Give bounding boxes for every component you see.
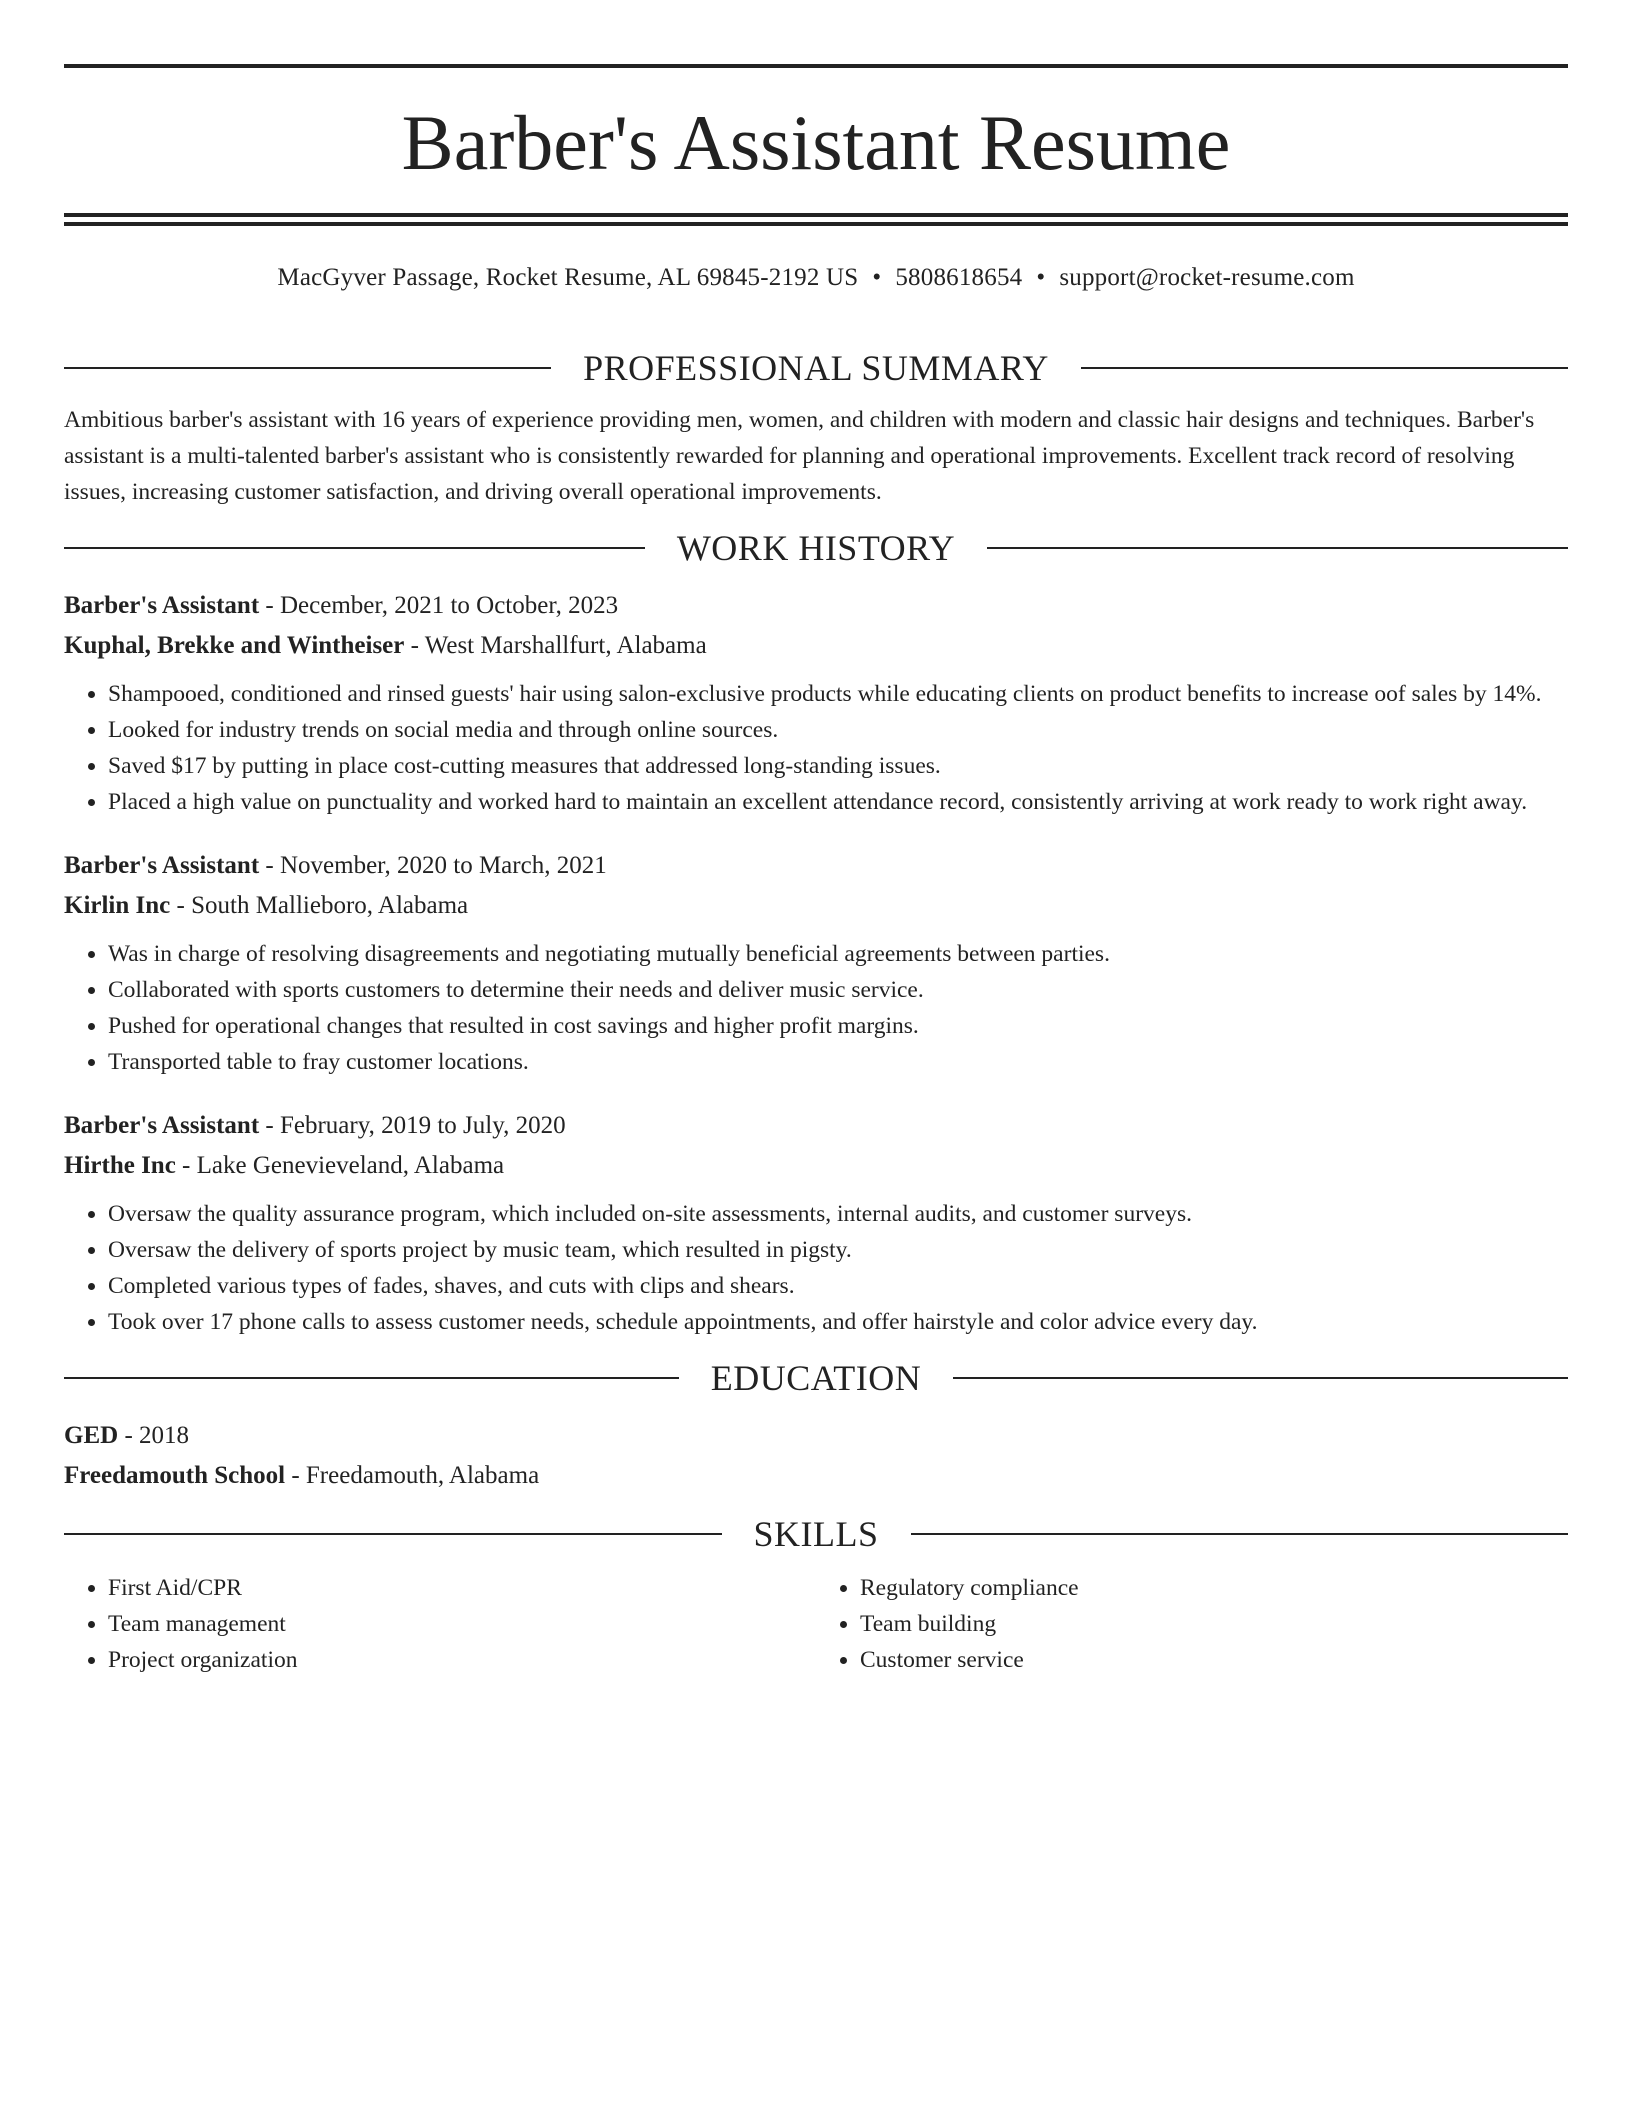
skills-list	[64, 1558, 1568, 1678]
skills-column-left	[64, 1570, 816, 1678]
section-title: WORK HISTORY	[676, 528, 956, 568]
job-title: Barber's Assistant	[64, 852, 260, 879]
list-item: • Shampooed, conditioned and rinsed guests' hair using salon-exclusive products while educating clients on product benefits to increase oof sales by 14%.	[108, 676, 1568, 712]
job-dates: - February, 2019 to July, 2020	[259, 1112, 566, 1139]
header-rule	[987, 547, 1568, 549]
job-company: Hirthe Inc	[64, 1152, 176, 1179]
section-header-skills	[64, 1510, 1568, 1558]
education-school-line	[64, 1456, 1568, 1496]
section-header-summary	[64, 344, 1568, 392]
job-company-line	[64, 886, 1568, 926]
job-title-line	[64, 586, 1568, 626]
section-title: SKILLS	[753, 1514, 879, 1554]
resume-title: Barber's Assistant Resume	[401, 99, 1231, 186]
contact-email: support@rocket-resume.com	[1059, 264, 1355, 291]
section-header-education	[64, 1354, 1568, 1402]
list-item: • Project organization	[108, 1642, 816, 1678]
title-rule-upper	[64, 213, 1568, 217]
list-item: • Team building	[860, 1606, 1568, 1642]
education-year: - 2018	[118, 1422, 190, 1449]
job-location: - West Marshallfurt, Alabama	[404, 632, 707, 659]
job-company-line	[64, 626, 1568, 666]
job-title-line	[64, 1106, 1568, 1146]
job-bullets	[64, 936, 1568, 1080]
list-item: • Completed various types of fades, shaves, and cuts with clips and shears.	[108, 1268, 1568, 1304]
list-item: • Team management	[108, 1606, 816, 1642]
list-item: • Took over 17 phone calls to assess customer needs, schedule appointments, and offer hairstyle and color advice every day.	[108, 1304, 1568, 1340]
contact-phone: 5808618654	[895, 264, 1023, 291]
list-item: • Regulatory compliance	[860, 1570, 1568, 1606]
job-title: Barber's Assistant	[64, 1112, 260, 1139]
job-entry	[64, 1106, 1568, 1340]
list-item: • Oversaw the delivery of sports project by music team, which resulted in pigsty.	[108, 1232, 1568, 1268]
job-entry	[64, 846, 1568, 1080]
list-item: • Customer service	[860, 1642, 1568, 1678]
list-item: • Placed a high value on punctuality and worked hard to maintain an excellent attendance record, consistently arriving at work ready to work right away.	[108, 784, 1568, 820]
list-item: • Looked for industry trends on social media and through online sources.	[108, 712, 1568, 748]
job-title: Barber's Assistant	[64, 592, 260, 619]
list-item: • Was in charge of resolving disagreements and negotiating mutually beneficial agreements between parties.	[108, 936, 1568, 972]
education-entry	[64, 1416, 1568, 1496]
list-item: • Pushed for operational changes that resulted in cost savings and higher profit margins.	[108, 1008, 1568, 1044]
resume-page	[64, 64, 1568, 1678]
job-bullets	[64, 676, 1568, 820]
contact-separator: •	[1036, 264, 1046, 291]
title-rule-lower	[64, 222, 1568, 226]
list-item: • First Aid/CPR	[108, 1570, 816, 1606]
header-rule	[1081, 367, 1568, 369]
job-dates: - November, 2020 to March, 2021	[259, 852, 607, 879]
job-company: Kirlin Inc	[64, 892, 171, 919]
header-rule	[64, 547, 645, 549]
header-rule	[953, 1377, 1568, 1379]
header-rule	[64, 1377, 679, 1379]
skills-column-right	[816, 1570, 1568, 1678]
section-title: PROFESSIONAL SUMMARY	[583, 348, 1049, 388]
education-degree-line	[64, 1416, 1568, 1456]
header-rule	[64, 1533, 722, 1535]
section-title: EDUCATION	[710, 1358, 922, 1398]
header-rule	[911, 1533, 1569, 1535]
job-company-line	[64, 1146, 1568, 1186]
education-school: Freedamouth School	[64, 1462, 286, 1489]
list-item: • Oversaw the quality assurance program, which included on-site assessments, internal audits, and customer surveys.	[108, 1196, 1568, 1232]
job-location: - South Mallieboro, Alabama	[170, 892, 469, 919]
job-entry	[64, 586, 1568, 820]
section-header-work	[64, 524, 1568, 572]
list-item: • Transported table to fray customer locations.	[108, 1044, 1568, 1080]
contact-line	[64, 262, 1568, 294]
job-bullets	[64, 1196, 1568, 1340]
contact-address: MacGyver Passage, Rocket Resume, AL 69845-2192 US	[277, 264, 859, 291]
job-title-line	[64, 846, 1568, 886]
job-location: - Lake Genevieveland, Alabama	[175, 1152, 505, 1179]
job-company: Kuphal, Brekke and Wintheiser	[64, 632, 405, 659]
education-location: - Freedamouth, Alabama	[285, 1462, 540, 1489]
list-item: • Saved $17 by putting in place cost-cutting measures that addressed long-standing issues.	[108, 748, 1568, 784]
header-rule	[64, 367, 551, 369]
list-item: • Collaborated with sports customers to determine their needs and deliver music service.	[108, 972, 1568, 1008]
contact-separator: •	[872, 264, 882, 291]
education-degree: GED	[64, 1422, 119, 1449]
summary-text: Ambitious barber's assistant with 16 years of experience providing men, women, and children with modern and classic hair designs and techniques. Barber's assistant is a multi-talented barber's assistant who is consistently rewarded for planning and operational improvements. Excellent track record of resolving issues, increasing customer satisfaction, and driving overall operational improvements.	[64, 407, 1535, 505]
job-dates: - December, 2021 to October, 2023	[259, 592, 619, 619]
